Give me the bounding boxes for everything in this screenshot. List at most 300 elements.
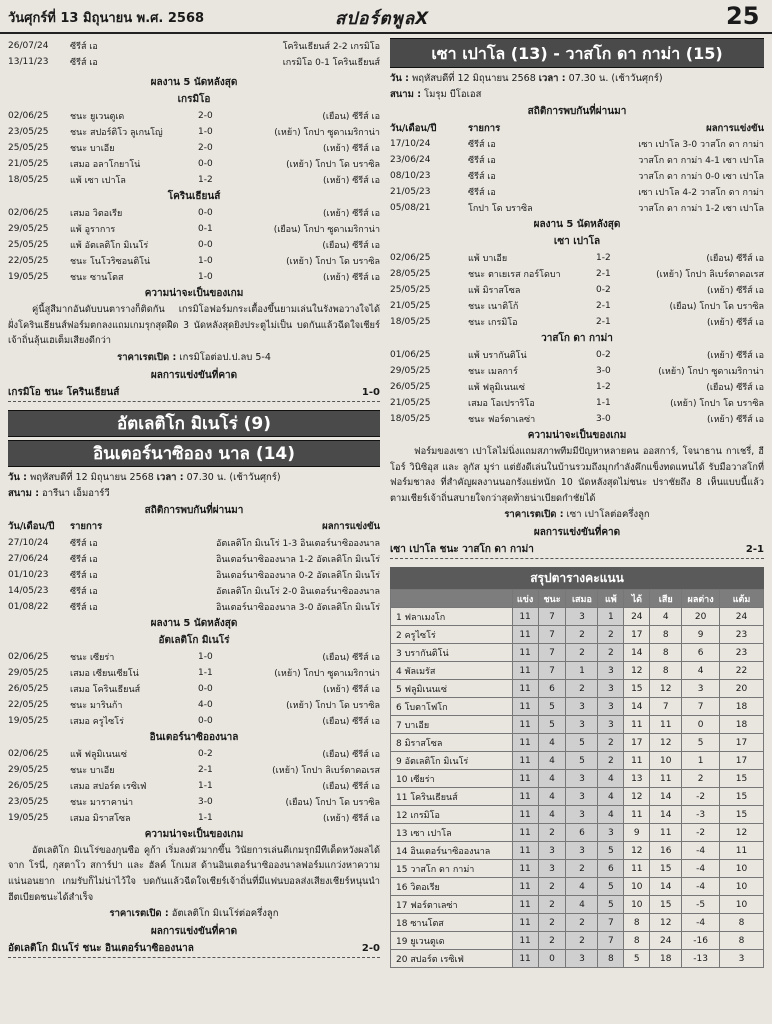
result-date: 02/06/25 [390, 253, 431, 263]
standings-cell-goals-for: 17 [624, 734, 650, 752]
h2h-header-date: วัน/เดือน/ปี [8, 521, 55, 533]
result-row [8, 156, 380, 172]
standings-cell-won: 7 [538, 608, 566, 626]
standings-cell-goal-diff: -4 [682, 860, 720, 878]
result-score: 0-0 [198, 240, 213, 250]
standings-cell-drawn: 3 [566, 842, 598, 860]
standings-cell-won: 7 [538, 644, 566, 662]
match-banner-team-home: อัตเลติโก มิเนโร่ (9) [8, 410, 380, 437]
standings-cell-lost: 2 [598, 626, 624, 644]
standings-cell-played: 11 [512, 626, 538, 644]
result-date: 23/05/25 [8, 796, 49, 807]
standings-cell-points: 17 [720, 752, 764, 770]
standings-cell-points: 12 [720, 824, 764, 842]
result-row [8, 253, 380, 269]
team-b-heading: โครินเธียนส์ [167, 191, 221, 202]
result-row [8, 697, 380, 713]
h2h-date: 01/08/22 [8, 601, 49, 612]
h2h-row [8, 583, 380, 599]
standings-cell-played: 11 [512, 860, 538, 878]
standings-cell-points: 18 [720, 698, 764, 716]
standings-cell-goals-against: 15 [650, 860, 682, 878]
standings-row [391, 626, 764, 644]
standings-cell-played: 11 [512, 608, 538, 626]
page-number: 25 [726, 2, 760, 30]
standings-cell-goals-against: 11 [650, 770, 682, 788]
standings-cell-lost: 5 [598, 878, 624, 896]
h2h-title: สถิติการพบกันที่ผ่านมา [144, 504, 244, 516]
result-competition: (เยือน) ซีรีส์ เอ [322, 112, 380, 122]
standings-cell-played: 11 [512, 878, 538, 896]
match-day-line [390, 71, 764, 87]
result-outcome: แพ้ บรากันติโน่ [468, 351, 527, 361]
standings-cell-points: 15 [720, 788, 764, 806]
standings-cell-goal-diff: 5 [682, 734, 720, 752]
standings-cell-team: 18 ซานโตส [391, 914, 513, 932]
result-date: 29/05/25 [8, 667, 49, 678]
result-row [8, 713, 380, 729]
standings-cell-goals-for: 13 [624, 770, 650, 788]
prediction-title: ผลการแข่งขันที่คาด [150, 369, 238, 381]
match-day: พฤหัสบดีที่ 12 มิถุนายน 2568 [29, 471, 154, 483]
result-row [8, 681, 380, 697]
result-outcome: ชนะ ซานโตส [70, 273, 124, 283]
standings-cell-goals-for: 10 [624, 896, 650, 914]
standings-cell-goals-for: 14 [624, 698, 650, 716]
standings-cell-team: 16 วิตอเรีย [391, 878, 513, 896]
h2h-list [390, 136, 764, 216]
standings-cell-goal-diff: -4 [682, 842, 720, 860]
probability-text: คู่นี้สูสีมากอันดับบนตารางก็ติดกัน เกรมิโอฟอร์มกระเตื้องขึ้นยามเล่นในรังพอวางใจได้ ฝั่งโครินเธียนส์ฟอร์มตกลงแถมเกมรุกสุดฝืด 3 นัดหลังสุดยิงประตูไม่เป็น บดกันแล้วฉีดใจเชียร์เจ้าถิ่นลุ้นเฮเต็มเสียงดีกว่า [8, 304, 380, 347]
h2h-result: อินเตอร์นาซิอองนาล 1-2 อัตเลติโก มิเนโร่ [215, 554, 380, 565]
standings-cell-drawn: 3 [566, 788, 598, 806]
result-row [390, 250, 764, 266]
h2h-competition: ซีรีส์ เอ [468, 172, 496, 182]
result-competition: (เหย้า) โกปา ซูดาเมริกาน่า [274, 668, 380, 679]
h2h-row [8, 599, 380, 615]
odds-value: เซา เปาโลต่อครึ่งลูก [566, 509, 650, 521]
result-outcome: แพ้ ฟลูมิเนนเซ่ [468, 383, 525, 393]
standings-cell-played: 11 [512, 806, 538, 824]
standings-row [391, 608, 764, 626]
result-competition: (เหย้า) ซีรีส์ เอ [323, 209, 380, 219]
time-label: เวลา : [156, 471, 184, 483]
standings-header-points: แต้ม [720, 590, 764, 608]
standings-cell-goal-diff: 7 [682, 698, 720, 716]
standings-cell-goals-for: 17 [624, 626, 650, 644]
result-date: 29/05/25 [390, 366, 431, 376]
standings-cell-points: 10 [720, 860, 764, 878]
standings-cell-team: 7 บาเอีย [391, 716, 513, 734]
standings-cell-drawn: 3 [566, 698, 598, 716]
result-score: 0-0 [198, 683, 213, 694]
result-competition: (เยือน) โกปา โด บราซิล [285, 797, 380, 808]
standings-cell-team: 5 ฟลูมิเนนเซ่ [391, 680, 513, 698]
h2h-result: เซา เปาโล 4-2 วาสโก ดา กาม่า [638, 188, 764, 198]
standings-cell-drawn: 3 [566, 716, 598, 734]
result-competition: (เหย้า) ซีรีส์ เอ [707, 286, 764, 296]
result-row [8, 108, 380, 124]
standings-cell-won: 4 [538, 770, 566, 788]
standings-cell-team: 8 มิราสโซล [391, 734, 513, 752]
standings-cell-drawn: 1 [566, 662, 598, 680]
standings-cell-team: 4 พัลเมรัส [391, 662, 513, 680]
standings-cell-drawn: 5 [566, 752, 598, 770]
standings-cell-team: 9 อัตเลติโก มิเนโร่ [391, 752, 513, 770]
h2h-competition: ซีรีส์ เอ [468, 188, 496, 198]
match-banner: เซา เปาโล (13) - วาสโก ดา กาม่า (15) [390, 38, 764, 68]
standings-cell-won: 4 [538, 788, 566, 806]
standings-cell-drawn: 2 [566, 680, 598, 698]
h2h-competition: ซีรีส์ เอ [70, 602, 98, 613]
standings-row [391, 680, 764, 698]
standings-header-drawn: เสมอ [566, 590, 598, 608]
result-score: 0-0 [198, 715, 213, 726]
standings-cell-goal-diff: -3 [682, 806, 720, 824]
standings-cell-team: 20 สปอร์ต เรซิเฟ่ [391, 950, 513, 968]
result-competition: (เหย้า) ซีรีส์ เอ [323, 273, 380, 283]
standings-cell-lost: 7 [598, 932, 624, 950]
standings-cell-lost: 2 [598, 752, 624, 770]
standings-cell-lost: 8 [598, 950, 624, 968]
standings-cell-lost: 5 [598, 842, 624, 860]
odds-line [8, 905, 380, 923]
h2h-result: เกรมิโอ 0-1 โครินเธียนส์ [282, 58, 380, 68]
result-date: 26/05/25 [8, 683, 49, 694]
result-competition: (เหย้า) โกปา ซูดาเมริกาน่า [274, 128, 380, 138]
standings-row [391, 734, 764, 752]
standings-cell-drawn: 2 [566, 860, 598, 878]
result-score: 4-0 [198, 699, 213, 710]
result-score: 0-0 [198, 159, 213, 169]
result-row [8, 794, 380, 810]
result-score: 1-1 [198, 812, 213, 823]
result-row [8, 810, 380, 826]
h2h-row [390, 200, 764, 216]
standings-cell-goals-against: 7 [650, 698, 682, 716]
result-score: 3-0 [596, 366, 611, 376]
standings-cell-goals-against: 12 [650, 734, 682, 752]
result-outcome: แพ้ อัตเลติโก มิเนโร่ [70, 241, 149, 251]
standings-row [391, 842, 764, 860]
standings-cell-lost: 5 [598, 896, 624, 914]
result-score: 1-2 [596, 253, 611, 263]
standings-cell-played: 11 [512, 824, 538, 842]
standings-row [391, 644, 764, 662]
standings-cell-drawn: 3 [566, 770, 598, 788]
result-date: 18/05/25 [390, 317, 431, 327]
result-competition: (เหย้า) โกปา ลิเบร์ตาดอเรส [272, 765, 380, 776]
result-competition: (เหย้า) ซีรีส์ เอ [323, 176, 380, 186]
result-row [8, 237, 380, 253]
result-row [8, 746, 380, 762]
result-outcome: เสมอ มิราสโซล [70, 813, 131, 824]
match-venue: อารีนา เอ็มอาร์วี [42, 487, 110, 499]
result-competition: (เยือน) ซีรีส์ เอ [322, 652, 380, 663]
result-score: 1-0 [198, 256, 213, 266]
result-score: 0-2 [596, 350, 611, 360]
h2h-date: 05/08/21 [390, 203, 431, 213]
result-date: 25/05/25 [8, 143, 49, 153]
standings-header-row [391, 590, 764, 608]
standings-row [391, 770, 764, 788]
probability-title: ความน่าจะเป็นของเกม [144, 288, 244, 299]
result-score: 1-0 [198, 127, 213, 137]
h2h-row [8, 38, 380, 54]
h2h-date: 26/07/24 [8, 41, 49, 51]
result-date: 18/05/25 [8, 175, 49, 185]
standings-row [391, 806, 764, 824]
result-outcome: ชนะ มารินก้า [70, 700, 123, 711]
match-time: 07.30 น. (เช้าวันศุกร์) [568, 73, 663, 84]
prediction-score: 1-0 [361, 386, 380, 398]
result-outcome: เสมอ วิตอเรีย [70, 209, 123, 219]
result-row [390, 298, 764, 314]
result-row [390, 395, 764, 411]
result-row [8, 205, 380, 221]
probability-title: ความน่าจะเป็นของเกม [527, 430, 627, 441]
result-competition: (เหย้า) ซีรีส์ เอ [323, 813, 380, 824]
issue-date: วันศุกร์ที่ 13 มิถุนายน พ.ศ. 2568 [8, 11, 205, 26]
standings-cell-goals-for: 10 [624, 878, 650, 896]
h2h-result: เซา เปาโล 3-0 วาสโก ดา กาม่า [638, 140, 764, 150]
h2h-header [8, 519, 380, 535]
match-day: พฤหัสบดีที่ 12 มิถุนายน 2568 [411, 73, 536, 84]
standings-cell-points: 10 [720, 896, 764, 914]
standings-cell-goals-against: 12 [650, 914, 682, 932]
h2h-date: 14/05/23 [8, 585, 49, 596]
standings-cell-goal-diff: -2 [682, 824, 720, 842]
result-score: 2-0 [198, 111, 213, 121]
team-a-heading: เซา เปาโล [553, 236, 601, 247]
h2h-header-result: ผลการแข่งขัน [322, 521, 380, 533]
result-outcome: ชนะ เซียร่า [70, 652, 115, 663]
standings-cell-goals-against: 8 [650, 644, 682, 662]
standings-header-won: ชนะ [538, 590, 566, 608]
result-score: 3-0 [198, 796, 213, 807]
standings-cell-team: 13 เซา เปาโล [391, 824, 513, 842]
result-competition: (เยือน) ซีรีส์ เอ [322, 749, 380, 760]
h2h-header-result: ผลการแข่งขัน [706, 122, 764, 134]
standings-cell-goals-against: 4 [650, 608, 682, 626]
standings-cell-goals-against: 12 [650, 680, 682, 698]
odds-label: ราคาเรตเปิด : [504, 509, 564, 521]
result-score: 3-0 [596, 414, 611, 424]
h2h-result: โครินเธียนส์ 2-2 เกรมิโอ [282, 42, 380, 52]
result-competition: (เหย้า) ซีรีส์ เอ [323, 144, 380, 154]
result-score: 1-1 [596, 398, 611, 408]
standings-row [391, 878, 764, 896]
standings-cell-lost: 3 [598, 824, 624, 842]
standings-cell-lost: 6 [598, 860, 624, 878]
result-score: 1-0 [198, 272, 213, 282]
standings-header-team [391, 590, 513, 608]
result-row [390, 411, 764, 427]
standings-header-goals-for: ได้ [624, 590, 650, 608]
standings-cell-played: 11 [512, 932, 538, 950]
right-column [390, 38, 764, 968]
match-banner-team-away: อินเตอร์นาซิออง นาล (14) [8, 440, 380, 467]
standings-cell-goal-diff: 0 [682, 716, 720, 734]
prediction-title: ผลการแข่งขันที่คาด [533, 527, 621, 539]
standings-cell-points: 24 [720, 608, 764, 626]
standings-cell-points: 11 [720, 842, 764, 860]
standings-cell-goal-diff: 1 [682, 752, 720, 770]
standings-row [391, 950, 764, 968]
result-outcome: ชนะ บาเอีย [70, 765, 115, 776]
team-b-results [8, 746, 380, 826]
standings-cell-drawn: 5 [566, 734, 598, 752]
standings-cell-goals-against: 14 [650, 878, 682, 896]
standings-cell-goals-against: 11 [650, 824, 682, 842]
standings-cell-goal-diff: -13 [682, 950, 720, 968]
standings-cell-drawn: 2 [566, 626, 598, 644]
standings-cell-goal-diff: 4 [682, 662, 720, 680]
standings-cell-played: 11 [512, 644, 538, 662]
h2h-competition: ซีรีส์ เอ [70, 538, 98, 549]
standings-cell-goals-for: 12 [624, 662, 650, 680]
result-date: 01/06/25 [390, 350, 431, 360]
standings-cell-team: 3 บรากันติโน่ [391, 644, 513, 662]
standings-cell-won: 4 [538, 734, 566, 752]
result-outcome: แพ้ บาเอีย [468, 254, 508, 264]
h2h-result: อัตเลติโก มิเนโร่ 1-3 อินเตอร์นาซิอองนาล [215, 538, 380, 549]
standings-cell-played: 11 [512, 770, 538, 788]
standings-cell-goals-for: 11 [624, 716, 650, 734]
standings-cell-goals-for: 15 [624, 680, 650, 698]
standings-cell-goals-for: 11 [624, 860, 650, 878]
standings-cell-points: 23 [720, 644, 764, 662]
h2h-competition: ซีรีส์ เอ [70, 554, 98, 565]
standings-cell-drawn: 2 [566, 644, 598, 662]
result-date: 22/05/25 [8, 256, 49, 266]
result-competition: (เยือน) ซีรีส์ เอ [322, 716, 380, 727]
result-score: 1-1 [198, 780, 213, 791]
standings-cell-lost: 2 [598, 644, 624, 662]
standings-cell-drawn: 6 [566, 824, 598, 842]
result-date: 18/05/25 [390, 414, 431, 424]
h2h-competition: ซีรีส์ เอ [70, 586, 98, 597]
odds-line [390, 506, 764, 524]
result-row [8, 665, 380, 681]
standings-cell-drawn: 3 [566, 950, 598, 968]
result-competition: (เหย้า) ซีรีส์ เอ [707, 318, 764, 328]
standings-cell-won: 5 [538, 698, 566, 716]
top-h2h-list [8, 38, 380, 70]
standings-cell-goal-diff: -5 [682, 896, 720, 914]
page-header [0, 0, 772, 34]
result-score: 1-0 [198, 651, 213, 662]
standings-cell-drawn: 4 [566, 896, 598, 914]
result-date: 22/05/25 [8, 699, 49, 710]
standings-cell-lost: 1 [598, 608, 624, 626]
result-outcome: แพ้ มิราสโซล [468, 286, 521, 296]
result-row [8, 140, 380, 156]
result-outcome: ชนะ โนโวริซอนติโน่ [70, 257, 151, 267]
standings-cell-played: 11 [512, 896, 538, 914]
team-b-heading: อินเตอร์นาซิอองนาล [149, 731, 239, 743]
standings-row [391, 932, 764, 950]
result-date: 25/05/25 [390, 285, 431, 295]
standings-cell-team: 2 ครูไซโร่ [391, 626, 513, 644]
result-date: 26/05/25 [8, 780, 49, 791]
standings-cell-won: 2 [538, 824, 566, 842]
prediction-text: เซา เปาโล ชนะ วาสโก ดา กาม่า [390, 544, 534, 556]
result-row [390, 379, 764, 395]
h2h-row [390, 152, 764, 168]
standings-row [391, 824, 764, 842]
result-row [390, 363, 764, 379]
standings-cell-played: 11 [512, 716, 538, 734]
h2h-date: 21/05/23 [390, 187, 431, 197]
result-competition: (เยือน) ซีรีส์ เอ [322, 241, 380, 251]
standings-cell-played: 11 [512, 914, 538, 932]
standings-cell-team: 19 ยูเวนตูเด [391, 932, 513, 950]
h2h-row [8, 535, 380, 551]
result-date: 29/05/25 [8, 224, 49, 234]
h2h-result: อัตเลติโก มิเนโร่ 2-0 อินเตอร์นาซิอองนาล [215, 586, 380, 597]
match-venue: โมรุม บีโอเอส [424, 89, 482, 100]
day-label: วัน : [8, 471, 27, 483]
standings-cell-points: 8 [720, 914, 764, 932]
standings-cell-goals-against: 14 [650, 806, 682, 824]
match-day-line [8, 470, 380, 486]
h2h-row [8, 567, 380, 583]
h2h-date: 23/06/24 [390, 155, 431, 165]
h2h-date: 13/11/23 [8, 57, 49, 67]
prediction-text: อัตเลติโก มิเนโร่ ชนะ อินเตอร์นาซิอองนาล [8, 943, 194, 955]
prediction-line [8, 940, 380, 958]
result-date: 26/05/25 [390, 382, 431, 392]
result-competition: (เหย้า) โกปา โด บราซิล [286, 700, 380, 711]
team-a-heading: เกรมิโอ [177, 94, 211, 105]
standings-cell-goals-for: 12 [624, 842, 650, 860]
result-row [390, 282, 764, 298]
standings-cell-drawn: 2 [566, 932, 598, 950]
standings-row [391, 896, 764, 914]
standings-cell-team: 10 เซียร่า [391, 770, 513, 788]
standings-cell-goal-diff: -4 [682, 914, 720, 932]
standings-cell-team: 1 ฟลาเมงโก [391, 608, 513, 626]
h2h-header-comp: รายการ [468, 122, 501, 134]
result-competition: (เหย้า) ซีรีส์ เอ [323, 684, 380, 695]
result-outcome: แพ้ เซา เปาโล [70, 176, 126, 186]
result-outcome: แพ้ ฟลูมิเนนเซ่ [70, 749, 127, 760]
standings-cell-goals-for: 24 [624, 608, 650, 626]
result-competition: (เหย้า) โกปา ซูดาเมริกาน่า [658, 367, 764, 377]
result-score: 1-2 [596, 382, 611, 392]
standings-row [391, 716, 764, 734]
h2h-competition: ซีรีส์ เอ [70, 570, 98, 581]
standings-cell-goal-diff: -2 [682, 788, 720, 806]
h2h-row [390, 184, 764, 200]
h2h-row [390, 136, 764, 152]
standings-cell-goals-against: 10 [650, 752, 682, 770]
standings-header-goal-diff: ผลต่าง [682, 590, 720, 608]
last5-title: ผลงาน 5 นัดหลังสุด [150, 617, 238, 629]
team-b-results [8, 205, 380, 285]
prediction-line [390, 541, 764, 559]
result-outcome: เสมอ โอเปราริโอ [468, 399, 535, 409]
standings-cell-goals-for: 12 [624, 788, 650, 806]
standings-header-lost: แพ้ [598, 590, 624, 608]
result-outcome: เสมอ เซียนเซียโน่ [70, 668, 139, 679]
standings-cell-points: 15 [720, 806, 764, 824]
result-score: 0-2 [596, 285, 611, 295]
probability-text: ฟอร์มของเซา เปาโลไม่นิ่งแถมสภาพทีมมีปัญหาหลายคน ออสการ์, โจนาธาน กาเชรี่, ฮีโอร์ วินิซิอุส และ ลูกัส มูร่า แต่ยังดีเล่นในบ้านรวมถึงมุกกำลังคึกแข็งทดแทนได้ รับมือวาสโกที่ฟอร์มชาลง ที่สำคัญผลงานนอกรังแย่หนัก 10 นัดหลังสุดไม่ชนะ ปราชัยถึง 8 เห็นแบบนี้แล้วตามเชียร์เจ้าถิ่นสบายใจกว่าสุดท้ายน่าเบียดกำชัยได้ [390, 446, 764, 504]
standings-cell-points: 17 [720, 734, 764, 752]
result-score: 2-1 [198, 764, 213, 775]
